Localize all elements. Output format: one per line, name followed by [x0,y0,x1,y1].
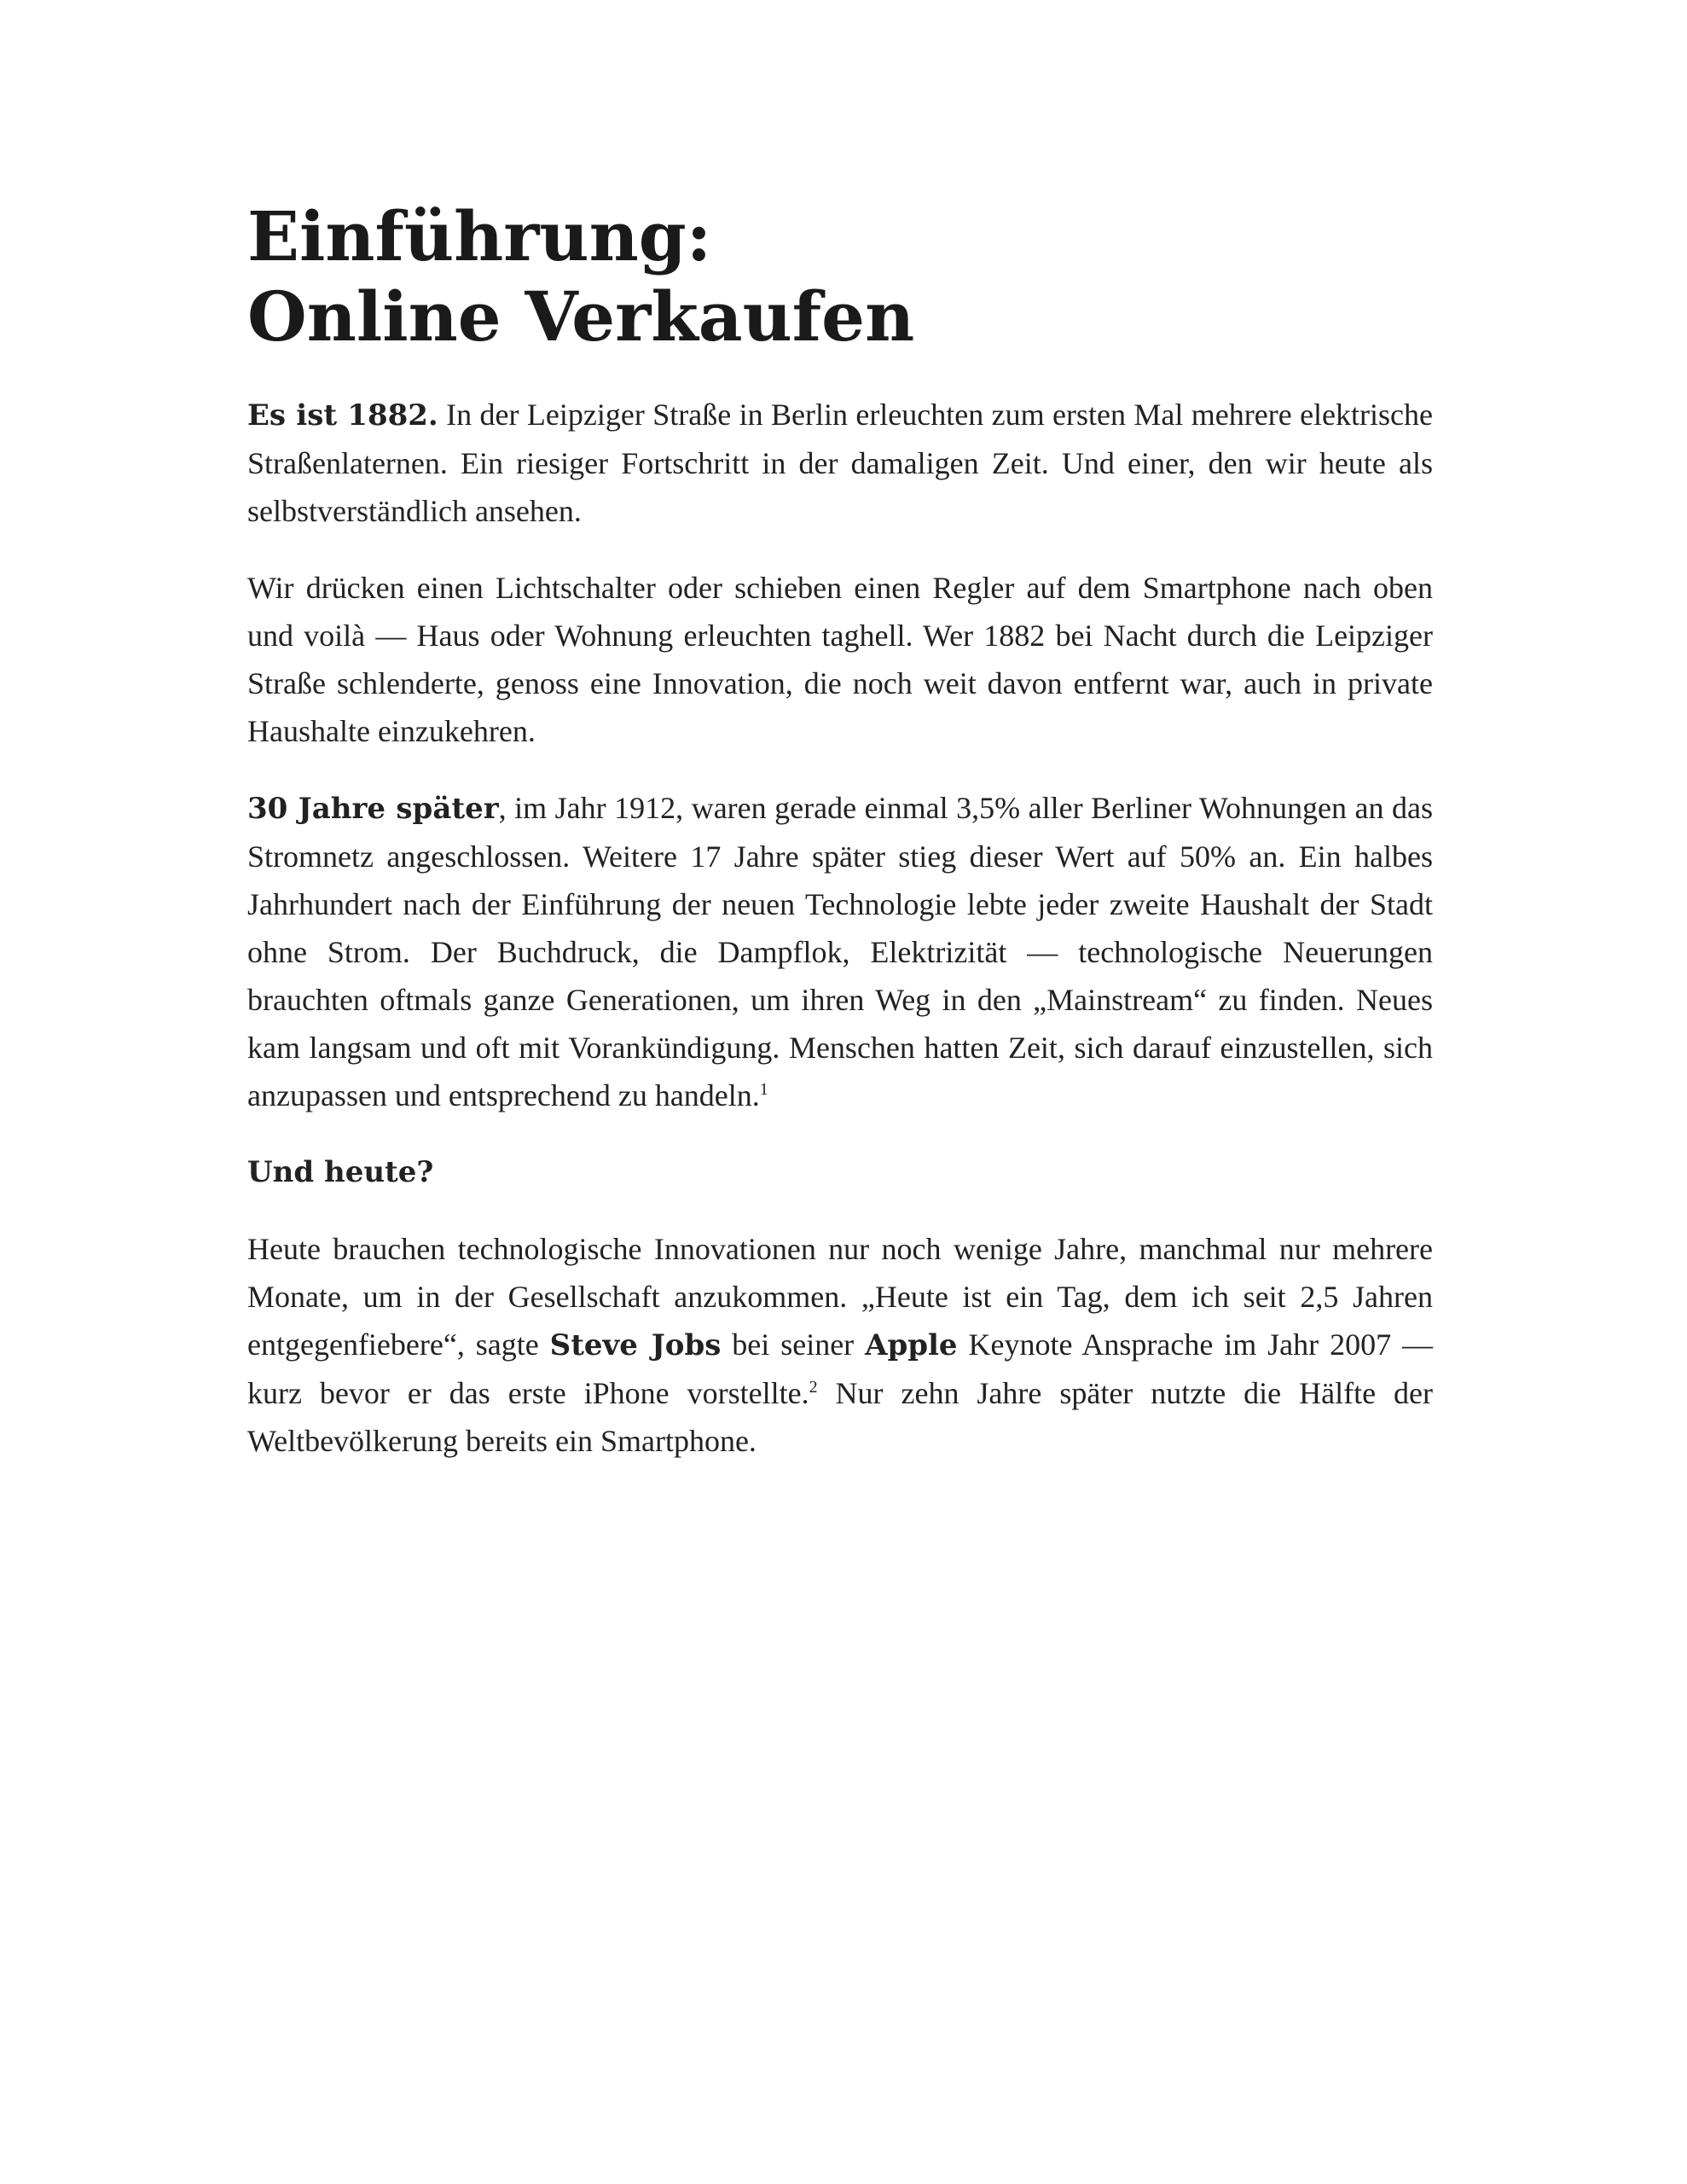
footnote-marker-2: 2 [809,1378,818,1397]
paragraph-3 [247,784,1433,1119]
document-page [247,196,1433,1494]
paragraph-4-bold-apple: Apple [865,1328,958,1362]
paragraph-2 [247,564,1433,755]
footnote-marker-1: 1 [759,1080,768,1099]
chapter-title-line-2: Online Verkaufen [247,276,915,357]
paragraph-1 [247,391,1433,535]
chapter-title [247,196,1433,357]
paragraph-4-text-4: Nur zehn Jahre später nutzte die Hälfte der Weltbevölkerung bereits ein Smartphone. [247,1376,1434,1458]
chapter-title-line-1: Einführung: [247,196,712,276]
paragraph-1-lead: Es ist 1882. [247,398,438,433]
paragraph-4-text-1: Heute brauchen technologische Innovationen nur noch wenige Jahre, manchmal nur mehrere Monate, um in der Gesellschaft anzukommen. „Heute ist ein Tag, dem ich seit 2,5 Jahren entgegenfiebere“, sagte [247,1232,1433,1362]
paragraph-1-text: In der Leipziger Straße in Berlin erleuchten zum ersten Mal mehrere elektrische Straßenlaternen. Ein riesiger Fortschritt in der damaligen Zeit. Und einer, den wir heute als selbstverständlich ansehen. [247,398,1433,528]
paragraph-4 [247,1225,1433,1465]
paragraph-4-text-3: Keynote Ansprache im Jahr 2007 — kurz bevor er das erste iPhone vorstellte. [247,1327,1433,1410]
paragraph-4-text-2: bei seiner [721,1327,866,1362]
paragraph-2-text: Wir drücken einen Lichtschalter oder schieben einen Regler auf dem Smartphone nach oben und voilà — Haus oder Wohnung erleuchten taghell. Wer 1882 bei Nacht durch die Leipziger Straße schlenderte, genoss eine Innovation, die noch weit davon entfernt war, auch in private Haushalte einzukehren. [247,571,1433,748]
paragraph-3-text: , im Jahr 1912, waren gerade einmal 3,5% aller Berliner Wohnungen an das Stromnetz angeschlossen. Weitere 17 Jahre später stieg dieser Wert auf 50% an. Ein halbes Jahrhundert nach der Einführung der neuen Technologie lebte jeder zweite Haushalt der Stadt ohne Strom. Der Buchdruck, die Dampflok, Elektrizität — technologische Neuerungen brauchten oftmals ganze Generationen, um ihren Weg in den „Mainstream“ zu finden. Neues kam langsam und oft mit Vorankündigung. Menschen hatten Zeit, sich darauf einzustellen, sich anzupassen und entsprechend zu handeln. [247,791,1433,1112]
paragraph-3-lead: 30 Jahre später [247,792,499,826]
section-subheading: Und heute? [247,1155,434,1189]
paragraph-4-bold-steve-jobs: Steve Jobs [549,1328,722,1362]
